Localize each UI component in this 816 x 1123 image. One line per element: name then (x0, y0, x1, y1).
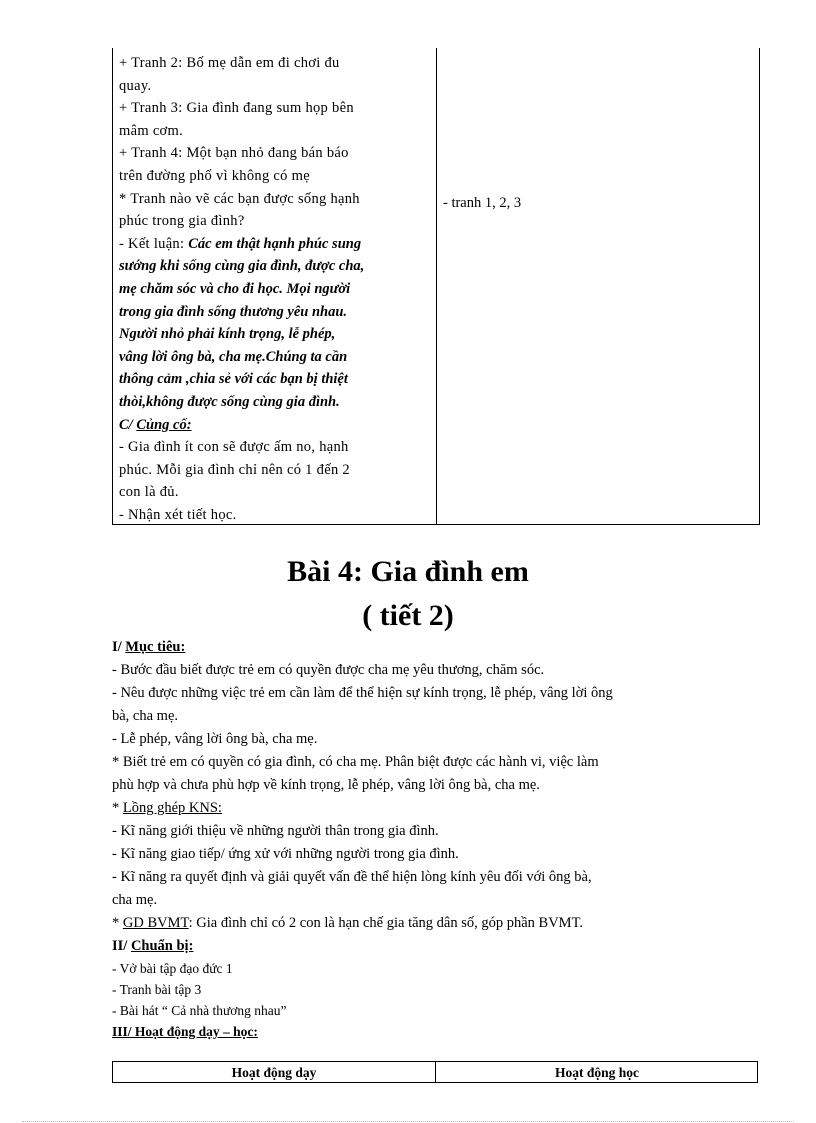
conclusion-text: vâng lời ông bà, cha mẹ.Chúng ta cần (119, 348, 348, 365)
conclusion-text: Người nhỏ phải kính trọng, lễ phép, (119, 326, 336, 343)
text-line: - Bước đầu biết được trẻ em có quyền được cha mẹ yêu thương, chăm sóc. (112, 662, 545, 678)
text-line: - Tranh bài tập 3 (112, 982, 202, 997)
page-bottom-rule (22, 1121, 794, 1122)
activity-table-header (112, 1061, 758, 1083)
text-line: bà, cha mẹ. (112, 708, 179, 724)
lesson-body (112, 636, 772, 1042)
activity-table-continued (112, 48, 760, 525)
conclusion-text: trong gia đình sống thương yêu nhau. (119, 303, 348, 320)
cungco-label: Củng cố: (136, 416, 192, 433)
column-header-teaching: Hoạt động dạy (113, 1062, 436, 1082)
lesson-title-line1: Bài 4: Gia đình em (287, 555, 529, 588)
text-line: phúc trong gia đình? (119, 213, 245, 230)
text-line: + Tranh 3: Gia đình đang sum họp bên (119, 100, 354, 117)
text-line: trên đường phố vì không có mẹ (119, 167, 310, 184)
text-line: + Tranh 2: Bố mẹ dẫn em đi chơi đu (119, 55, 340, 71)
conclusion-text: mẹ chăm sóc và cho đi học. Mọi người (119, 280, 351, 297)
conclusion-text: thông cảm ,chia sẻ với các bạn bị thiệt (119, 371, 348, 388)
lesson-title (0, 550, 816, 638)
student-activity-cell: - tranh 1, 2, 3 (443, 195, 522, 211)
text-line: - Nêu được những việc trẻ em cần làm để thể hiện sự kính trọng, lễ phép, vâng lời ông (112, 685, 613, 701)
text-line: - Gia đình ít con sẽ được ấm no, hạnh (119, 439, 349, 456)
section-label: Chuẩn bị: (130, 938, 194, 954)
bvmt-label: GD BVMT (122, 915, 189, 931)
text-line: quay. (119, 77, 152, 94)
bvmt-line (112, 912, 772, 935)
table-column-divider (436, 48, 437, 524)
section-heading-objectives (112, 636, 772, 659)
kns-prefix: * (112, 800, 123, 816)
text-line: con là đủ. (119, 484, 179, 501)
text-line: phúc. Mỗi gia đình chỉ nên có 1 đến 2 (119, 461, 350, 478)
section-prefix: III/ (112, 1024, 135, 1039)
cungco-heading (119, 414, 431, 437)
section-heading-preparation (112, 935, 772, 958)
conclusion-prefix: - Kết luận: (119, 235, 189, 252)
text-line: - Kĩ năng giao tiếp/ ứng xử với những người trong gia đình. (112, 846, 459, 862)
conclusion-text: thòi,không được sống cùng gia đình. (119, 393, 340, 410)
text-line: + Tranh 4: Một bạn nhỏ đang bán báo (119, 145, 349, 162)
text-line: * Biết trẻ em có quyền có gia đình, có cha mẹ. Phân biệt được các hành vi, việc làm (112, 754, 599, 770)
text-line: phù hợp và chưa phù hợp về kính trọng, lễ phép, vâng lời ông bà, cha mẹ. (112, 777, 540, 793)
text-line: - Kĩ năng ra quyết định và giải quyết vấn đề thể hiện lòng kính yêu đối với ông bà, (112, 869, 592, 885)
lesson-title-line2: ( tiết 2) (362, 599, 454, 632)
kns-label: Lồng ghép KNS: (122, 800, 222, 816)
text-line: cha mẹ. (112, 892, 158, 908)
section-heading-activities (112, 1021, 772, 1042)
conclusion-line (119, 233, 431, 256)
section-label: Hoạt động dạy – học: (134, 1024, 258, 1039)
text-line: - Bài hát “ Cả nhà thương nhau” (112, 1003, 287, 1018)
bvmt-text: : Gia đình chỉ có 2 con là hạn chế gia tăng dân số, góp phần BVMT. (188, 915, 583, 931)
teacher-activity-cell (119, 52, 431, 526)
conclusion-text: sướng khi sống cùng gia đình, được cha, (119, 258, 365, 275)
conclusion-text: Các em thật hạnh phúc sung (188, 235, 362, 252)
cungco-prefix: C/ (119, 416, 137, 433)
kns-heading (112, 797, 772, 820)
section-prefix: II/ (112, 938, 131, 954)
section-prefix: I/ (112, 639, 126, 655)
text-line: * Tranh nào vẽ các bạn được sống hạnh (119, 190, 360, 207)
bvmt-prefix: * (112, 915, 123, 931)
text-line: - Nhận xét tiết học. (119, 506, 237, 523)
text-line: mâm cơm. (119, 122, 184, 139)
text-line: - Kĩ năng giới thiệu về những người thân trong gia đình. (112, 823, 439, 839)
text-line: - Lễ phép, vâng lời ông bà, cha mẹ. (112, 731, 318, 747)
text-line: - Vở bài tập đạo đức 1 (112, 961, 233, 976)
column-header-learning: Hoạt động học (554, 1065, 639, 1080)
section-label: Mục tiêu: (125, 639, 186, 655)
